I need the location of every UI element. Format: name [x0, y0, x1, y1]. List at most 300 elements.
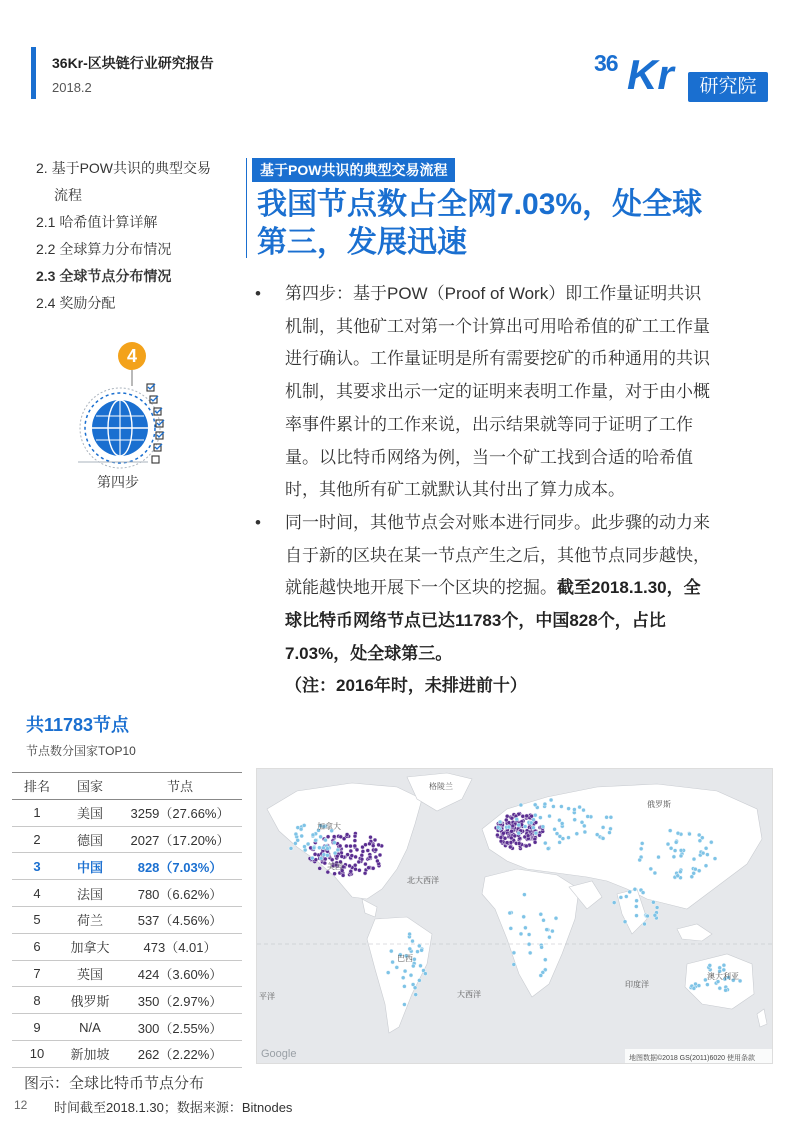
node-dot	[722, 963, 726, 967]
node-dot	[508, 845, 512, 849]
node-dot	[364, 843, 368, 847]
world-node-map[interactable]	[256, 768, 773, 1064]
node-dot	[523, 926, 527, 930]
node-dot	[369, 835, 373, 839]
table-header-row	[12, 773, 242, 800]
map-label-usa: 美国	[327, 862, 343, 871]
cell-nodes: 780（6.62%）	[118, 880, 242, 907]
node-dot	[363, 862, 367, 866]
logo-36: 36	[594, 50, 618, 76]
node-dot	[402, 1003, 406, 1007]
node-dot	[509, 840, 513, 844]
node-dot	[697, 833, 701, 837]
node-dot	[348, 864, 352, 868]
node-dot	[608, 831, 612, 835]
node-dot	[575, 832, 579, 836]
nav-item-2-3-active[interactable]: 2.3 全球节点分布情况	[36, 268, 172, 284]
paragraph-text: 同一时间，其他节点会对账本进行同步。此步骤的动力来自于新的区块在某一节点产生之后，其他节点同步越快，就能越快地开展下一个区块的挖掘。	[285, 512, 710, 598]
node-dot	[558, 840, 562, 844]
node-dot	[505, 841, 509, 845]
node-dot	[505, 814, 509, 818]
node-dot	[580, 820, 584, 824]
paragraph-sync	[255, 507, 715, 671]
node-dot	[324, 838, 328, 842]
data-source: 时间截至2018.1.30；数据来源：Bitnodes	[54, 1100, 293, 1115]
node-dot	[325, 853, 329, 857]
cell-nodes: 537（4.56%）	[118, 906, 242, 933]
node-dot	[542, 918, 546, 922]
node-dot	[549, 798, 553, 802]
cell-country: 美国	[62, 799, 118, 826]
node-dot	[676, 874, 680, 878]
node-dot	[643, 922, 647, 926]
node-dot	[540, 945, 544, 949]
node-dot	[361, 849, 365, 853]
cell-rank: 7	[12, 960, 62, 987]
globe-checklist-icon	[70, 340, 180, 475]
cell-rank: 10	[12, 1040, 62, 1067]
node-dot	[353, 834, 357, 838]
node-dot	[528, 951, 532, 955]
node-dot	[366, 849, 370, 853]
section-nav	[36, 155, 246, 317]
cell-nodes: 828（7.03%）	[118, 853, 242, 880]
node-dot	[374, 855, 378, 859]
header-accent-bar	[31, 47, 36, 99]
node-dot	[306, 842, 310, 846]
node-dot	[498, 820, 502, 824]
node-dot	[519, 803, 523, 807]
node-dot	[539, 974, 543, 978]
table-row	[12, 987, 242, 1014]
node-dot	[375, 859, 379, 863]
node-dot	[517, 842, 521, 846]
node-dot	[349, 869, 353, 873]
cell-nodes: 262（2.22%）	[118, 1040, 242, 1067]
step-number: 4	[126, 346, 138, 366]
node-dot	[395, 965, 399, 969]
node-dot	[499, 836, 503, 840]
node-dot	[321, 846, 325, 850]
node-dot	[567, 836, 571, 840]
node-dot	[539, 912, 543, 916]
figure-caption: 图示：全球比特币节点分布	[24, 1075, 205, 1092]
node-dot	[419, 964, 423, 968]
map-label-canada: 加拿大	[317, 822, 341, 831]
node-dot	[543, 958, 547, 962]
node-dot	[522, 893, 526, 897]
node-dot	[357, 868, 361, 872]
node-dot	[499, 839, 503, 843]
node-dot	[713, 857, 717, 861]
cell-nodes: 3259（27.66%）	[118, 799, 242, 826]
node-dot	[521, 814, 525, 818]
node-dot	[538, 833, 542, 837]
node-dot	[354, 855, 358, 859]
nodes-by-country-table	[12, 772, 242, 1068]
node-dot	[724, 988, 728, 992]
node-dot	[601, 825, 605, 829]
map-attribution[interactable]: 地图数据©2018 GS(2011)6020 使用条款	[629, 1055, 756, 1062]
node-dot	[517, 823, 521, 827]
node-dot	[501, 831, 505, 835]
table-row	[12, 933, 242, 960]
node-dot	[693, 867, 697, 871]
node-dot	[708, 963, 712, 967]
node-dot	[333, 851, 337, 855]
node-dot	[573, 818, 577, 822]
nav-item-2[interactable]: 2. 基于POW共识的典型交易	[36, 160, 212, 176]
nav-item-2-cont[interactable]: 流程	[54, 187, 82, 203]
map-label-pacific: 平洋	[259, 992, 275, 1001]
node-dot	[547, 935, 551, 939]
node-dot	[515, 817, 519, 821]
node-dot	[303, 848, 307, 852]
node-dot	[572, 808, 576, 812]
cell-rank: 2	[12, 826, 62, 853]
col-header-rank: 排名	[12, 773, 62, 800]
node-dot	[657, 855, 661, 859]
node-dot	[554, 916, 558, 920]
node-dot	[704, 864, 708, 868]
bullet: •	[255, 512, 261, 532]
node-dot	[512, 963, 516, 967]
node-dot	[302, 823, 306, 827]
node-dot	[420, 948, 424, 952]
node-dot	[701, 851, 705, 855]
node-dot	[678, 870, 682, 874]
cell-country: 俄罗斯	[62, 987, 118, 1014]
node-dot	[628, 890, 632, 894]
node-dot	[527, 933, 531, 937]
bullet: •	[255, 284, 261, 303]
node-dot	[378, 853, 382, 857]
paragraph-highlight: 截至2018.1.30，全球比特币网络节点已达11783个，中国828个，占比7.03%，处全球第三。	[285, 578, 701, 663]
node-dot	[509, 926, 513, 930]
node-dot	[294, 832, 298, 836]
col-header-country: 国家	[62, 773, 118, 800]
node-dot	[312, 846, 316, 850]
node-dot	[531, 826, 535, 830]
node-dot	[512, 951, 516, 955]
node-dot	[403, 969, 407, 973]
node-dot	[624, 895, 628, 899]
node-dot	[546, 847, 550, 851]
total-nodes: 共11783节点	[26, 715, 130, 735]
node-dot	[513, 834, 517, 838]
step-label: 第四步	[97, 474, 139, 490]
node-dot	[332, 835, 336, 839]
map-label-greenland: 格陵兰	[429, 782, 453, 791]
node-dot	[522, 915, 526, 919]
node-dot	[411, 939, 415, 943]
table-row	[12, 906, 242, 933]
node-dot	[633, 887, 637, 891]
node-dot	[350, 854, 354, 858]
node-dot	[605, 815, 609, 819]
node-dot	[374, 848, 378, 852]
node-dot	[349, 844, 353, 848]
node-dot	[679, 854, 683, 858]
node-dot	[583, 830, 587, 834]
node-dot	[638, 858, 642, 862]
node-dot	[623, 920, 627, 924]
table-row	[12, 799, 242, 826]
node-dot	[341, 873, 345, 877]
nav-item-2-2[interactable]: 2.2 全球算力分布情况	[36, 241, 172, 257]
node-dot	[705, 983, 709, 987]
node-dot	[533, 803, 537, 807]
node-dot	[402, 984, 406, 988]
paragraph-text: 第四步：基于POW（Proof of Work）即工作量证明共识机制，其他矿工对第一个计算出可用哈希值的矿工工作量进行确认。工作量证明是所有需要挖矿的币种通用的共识机制，其要求出示一定的证明来表明工作量，对于由小概率事件累计的工作来说，出示结果就等同于证明了工作量。以比特币网络为例，当一个矿工找到合适的哈希值时，其他所有矿工就默认其付出了算力成本。	[285, 284, 710, 500]
node-dot	[326, 835, 330, 839]
node-dot	[322, 853, 326, 857]
node-dot	[504, 818, 508, 822]
node-dot	[639, 847, 643, 851]
node-dot	[655, 906, 659, 910]
node-dot	[640, 841, 644, 845]
node-dot	[517, 831, 521, 835]
node-dot	[353, 863, 357, 867]
node-dot	[333, 872, 337, 876]
node-dot	[704, 846, 708, 850]
node-dot	[550, 929, 554, 933]
body-text	[255, 278, 715, 703]
node-dot	[609, 827, 613, 831]
table-row	[12, 880, 242, 907]
node-dot	[692, 986, 696, 990]
node-dot	[698, 839, 702, 843]
cell-nodes: 2027（17.20%）	[118, 826, 242, 853]
node-dot	[582, 808, 586, 812]
node-dot	[371, 866, 375, 870]
node-dot	[560, 822, 564, 826]
node-dot	[543, 841, 547, 845]
cell-rank: 1	[12, 799, 62, 826]
node-dot	[373, 838, 377, 842]
node-dot	[692, 857, 696, 861]
node-dot	[411, 964, 415, 968]
cell-country: 英国	[62, 960, 118, 987]
cell-nodes: 300（2.55%）	[118, 1014, 242, 1041]
node-dot	[495, 833, 499, 837]
node-dot	[386, 971, 390, 975]
table-row	[12, 1040, 242, 1067]
node-dot	[325, 847, 329, 851]
table-row	[12, 960, 242, 987]
cell-nodes: 424（3.60%）	[118, 960, 242, 987]
node-dot	[355, 848, 359, 852]
google-logo: Google	[261, 1048, 297, 1060]
map-label-atlantic: 大西洋	[457, 990, 481, 999]
cell-rank: 6	[12, 933, 62, 960]
map-label-australia: 澳大利亚	[707, 972, 739, 981]
page-number: 12	[14, 1098, 28, 1112]
node-dot	[323, 857, 327, 861]
cell-country: 荷兰	[62, 906, 118, 933]
node-dot	[416, 950, 420, 954]
map-label-indian-ocean: 印度洋	[625, 980, 649, 989]
cell-country: 加拿大	[62, 933, 118, 960]
node-dot	[503, 836, 507, 840]
node-dot	[548, 814, 552, 818]
node-dot	[344, 844, 348, 848]
node-dot	[349, 849, 353, 853]
node-dot	[360, 857, 364, 861]
node-dot	[389, 949, 393, 953]
node-dot	[557, 818, 561, 822]
report-title: 36Kr-区块链行业研究报告	[52, 55, 214, 71]
node-dot	[412, 957, 416, 961]
node-dot	[709, 840, 713, 844]
map-label-russia: 俄罗斯	[647, 800, 671, 809]
node-dot	[318, 866, 322, 870]
section-divider	[246, 158, 247, 258]
node-dot	[635, 899, 639, 903]
node-dot	[319, 856, 323, 860]
node-dot	[371, 844, 375, 848]
node-dot	[319, 835, 323, 839]
node-dot	[332, 841, 336, 845]
cell-rank: 4	[12, 880, 62, 907]
cell-country: N/A	[62, 1014, 118, 1041]
node-dot	[543, 802, 547, 806]
cell-rank: 8	[12, 987, 62, 1014]
node-dot	[345, 833, 349, 837]
node-dot	[342, 837, 346, 841]
map-label-brazil: 巴西	[397, 954, 413, 963]
node-dot	[533, 840, 537, 844]
node-dot	[582, 824, 586, 828]
node-dot	[413, 986, 417, 990]
36kr-logo	[594, 50, 770, 100]
node-dot	[718, 986, 722, 990]
node-dot	[541, 825, 545, 829]
node-dot	[561, 837, 565, 841]
node-dot	[354, 867, 358, 871]
node-dot	[533, 813, 537, 817]
node-dot	[523, 825, 527, 829]
node-dot	[511, 824, 515, 828]
node-dot	[299, 827, 303, 831]
paragraph-step4	[255, 278, 715, 507]
node-dot	[300, 834, 304, 838]
map-label-north-atlantic: 北大西洋	[407, 876, 439, 885]
node-dot	[340, 855, 344, 859]
node-dot	[311, 833, 315, 837]
node-dot	[705, 853, 709, 857]
node-dot	[496, 825, 500, 829]
table-row	[12, 1014, 242, 1041]
cell-nodes: 350（2.97%）	[118, 987, 242, 1014]
node-dot	[338, 844, 342, 848]
node-dot	[368, 855, 372, 859]
node-dot	[310, 856, 314, 860]
node-dot	[401, 976, 405, 980]
node-dot	[296, 838, 300, 842]
cell-rank: 3	[12, 853, 62, 880]
cell-country: 中国	[62, 853, 118, 880]
node-dot	[697, 984, 701, 988]
cell-country: 新加坡	[62, 1040, 118, 1067]
node-dot	[555, 832, 559, 836]
node-dot	[314, 838, 318, 842]
node-dot	[666, 842, 670, 846]
section-tag: 基于POW共识的典型交易流程	[252, 158, 455, 182]
node-dot	[353, 839, 357, 843]
node-dot	[649, 867, 653, 871]
node-dot	[289, 846, 293, 850]
col-header-nodes: 节点	[118, 773, 242, 800]
node-dot	[414, 993, 418, 997]
cell-rank: 9	[12, 1014, 62, 1041]
node-dot	[353, 844, 357, 848]
node-dot	[578, 805, 582, 809]
node-dot	[619, 895, 623, 899]
node-dot	[417, 978, 421, 982]
node-dot	[641, 891, 645, 895]
node-dot	[609, 815, 613, 819]
node-dot	[336, 848, 340, 852]
cell-nodes: 473（4.01）	[118, 933, 242, 960]
node-dot	[679, 848, 683, 852]
node-dot	[586, 815, 590, 819]
node-dot	[508, 911, 512, 915]
node-dot	[567, 807, 571, 811]
node-dot	[697, 869, 701, 873]
node-dot	[553, 827, 557, 831]
node-dot	[545, 928, 549, 932]
node-dot	[408, 947, 412, 951]
node-dot	[673, 849, 677, 853]
table-row-highlight	[12, 853, 242, 880]
node-dot	[653, 913, 657, 917]
node-dot	[377, 843, 381, 847]
cell-country: 法国	[62, 880, 118, 907]
node-dot	[423, 972, 427, 976]
node-dot	[595, 833, 599, 837]
report-date: 2018.2	[52, 80, 92, 95]
node-dot	[527, 942, 531, 946]
nav-item-2-1[interactable]: 2.1 哈希值计算详解	[36, 214, 158, 230]
node-dot	[692, 871, 696, 875]
node-dot	[601, 836, 605, 840]
nav-item-2-4[interactable]: 2.4 奖励分配	[36, 295, 116, 311]
node-dot	[417, 944, 421, 948]
table-subtitle: 节点数分国家TOP10	[26, 744, 136, 758]
node-dot	[391, 960, 395, 964]
node-dot	[635, 914, 639, 918]
note: （注：2016年时，未排进前十）	[285, 676, 527, 696]
node-dot	[674, 840, 678, 844]
node-dot	[408, 932, 412, 936]
cell-rank: 5	[12, 906, 62, 933]
logo-kr: Kr	[627, 51, 674, 98]
node-dot	[634, 905, 638, 909]
node-dot	[646, 914, 650, 918]
logo-research-institute: 研究院	[688, 72, 768, 102]
node-dot	[668, 829, 672, 833]
node-dot	[368, 842, 372, 846]
node-dot	[653, 871, 657, 875]
node-dot	[672, 855, 676, 859]
node-dot	[529, 821, 533, 825]
node-dot	[559, 805, 563, 809]
page-headline: 我国节点数占全网7.03%，处全球第三，发展迅速	[257, 188, 703, 259]
node-dot	[367, 866, 371, 870]
node-dot	[526, 834, 530, 838]
node-dot	[510, 816, 514, 820]
